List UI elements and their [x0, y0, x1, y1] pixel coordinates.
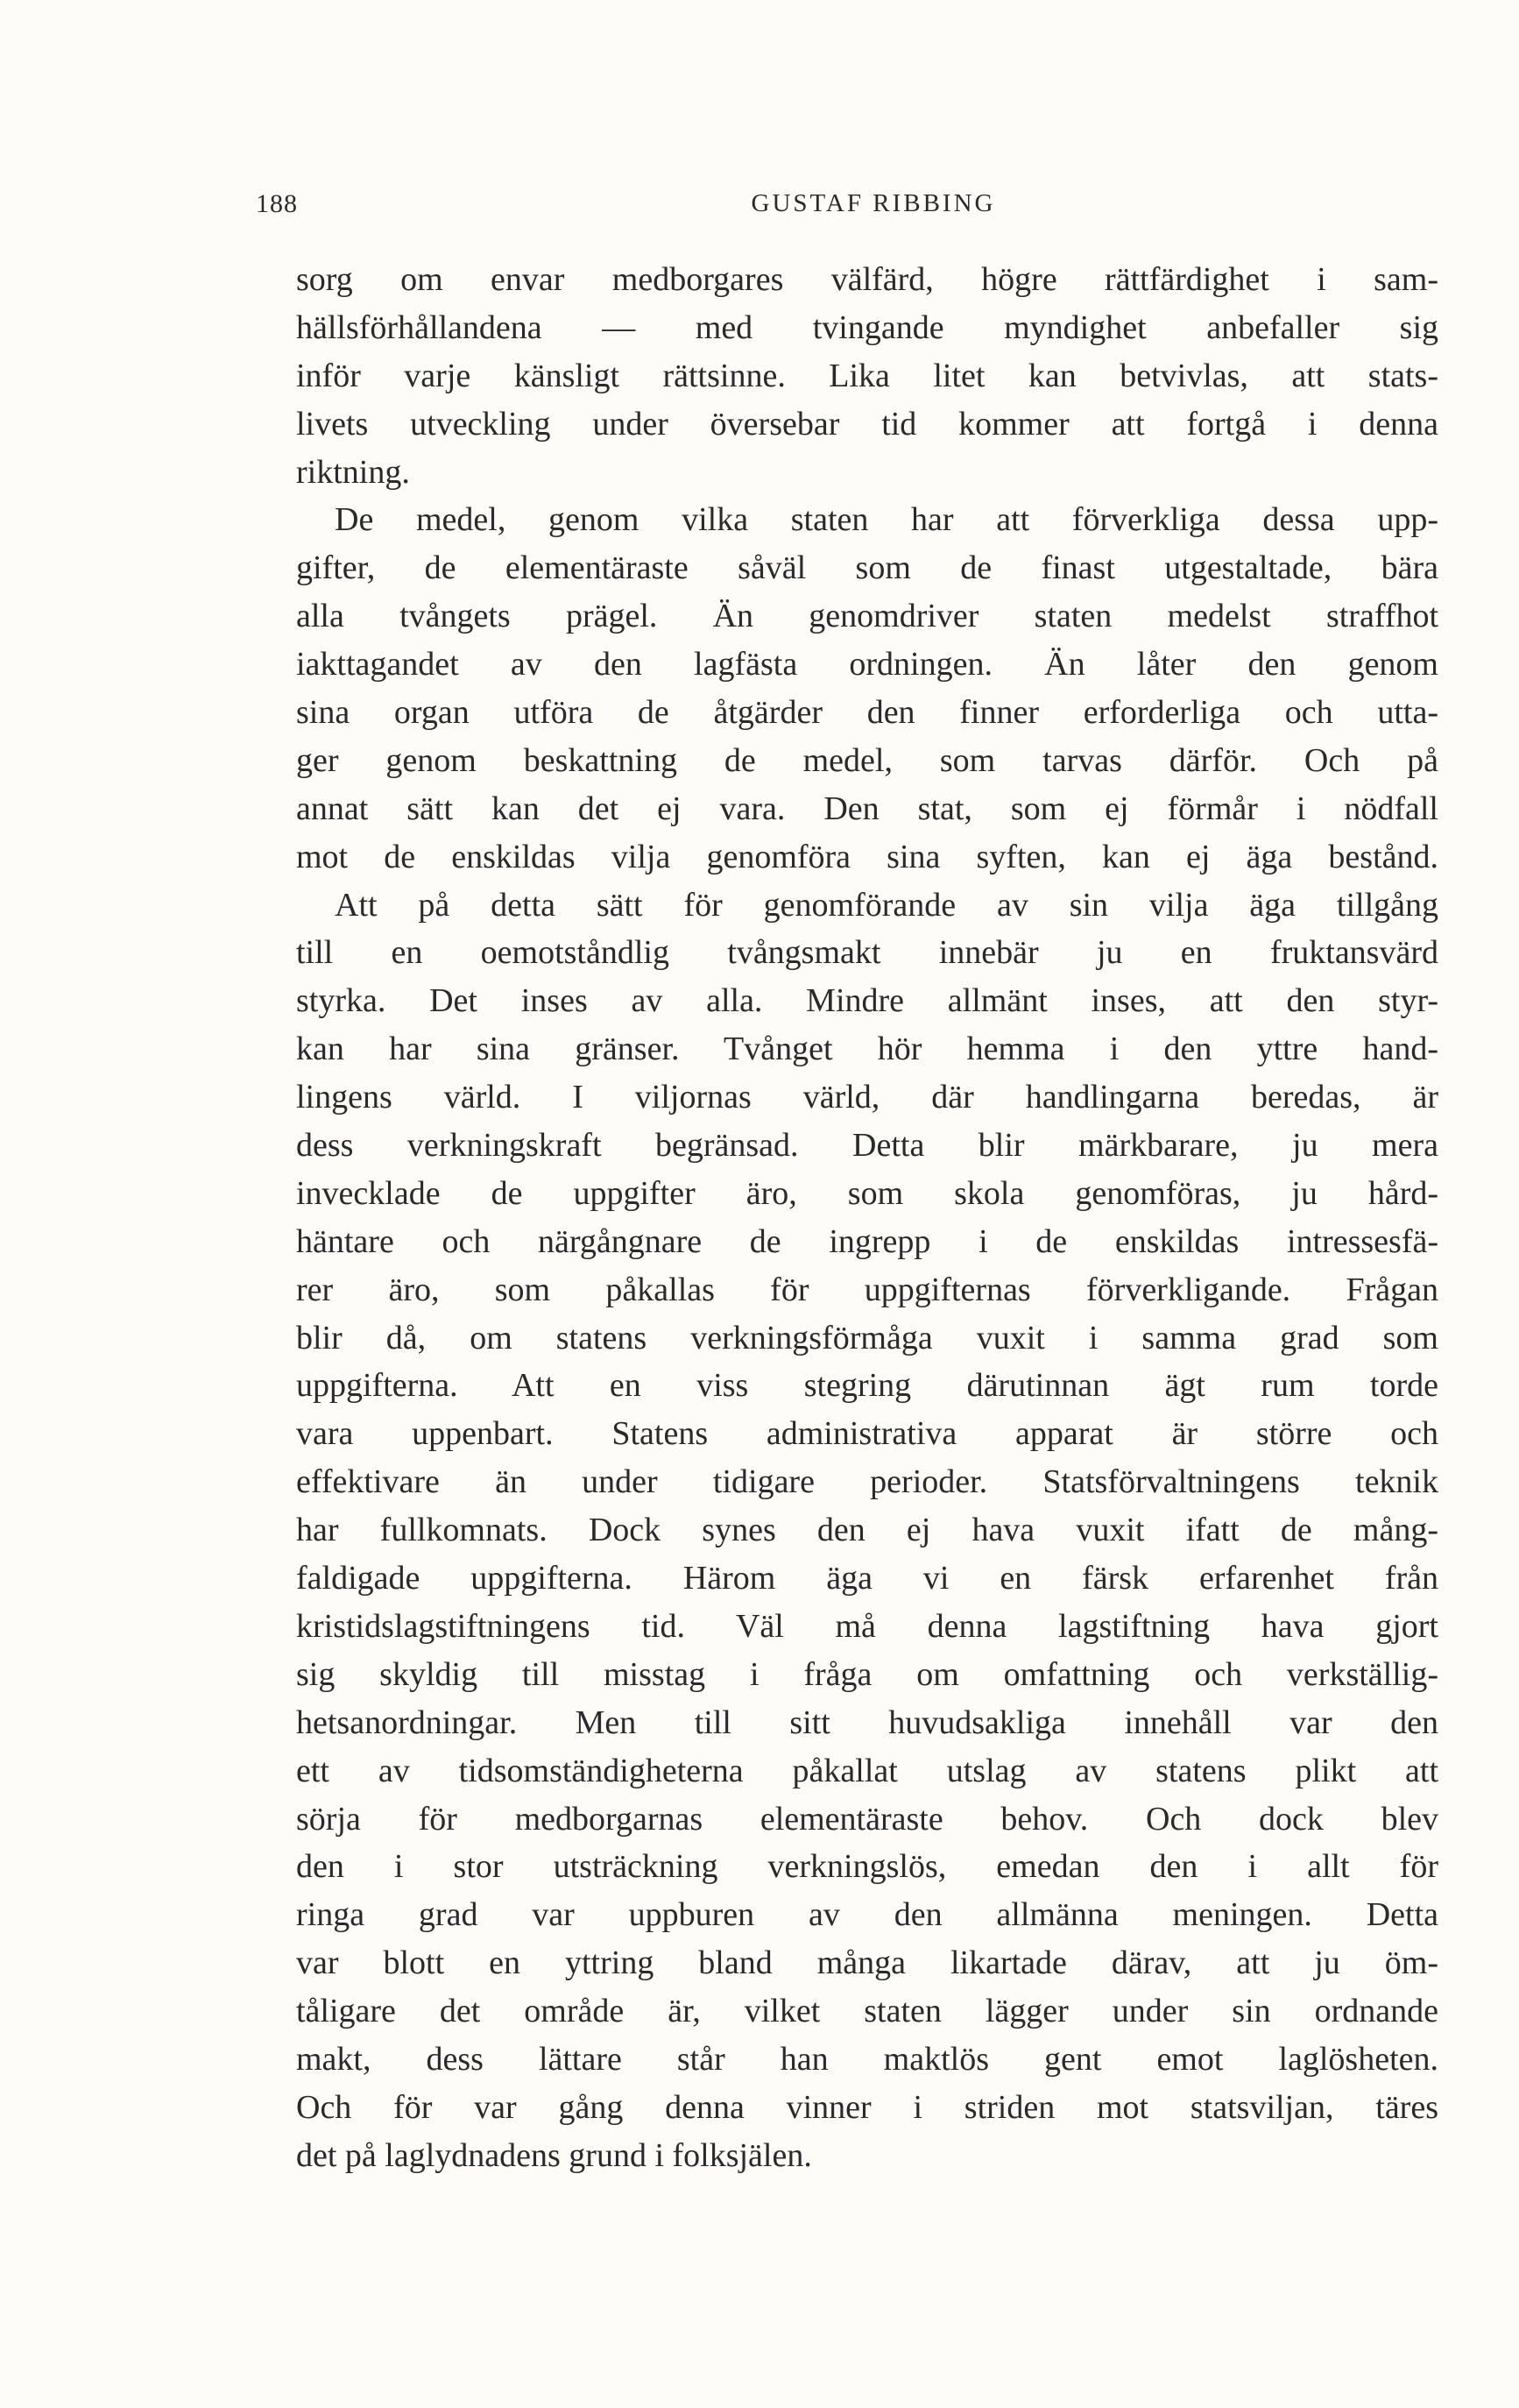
text-line: hetsanordningar. Men till sitt huvudsakliga innehåll var den — [296, 1703, 1438, 1741]
text-line: blir då, om statens verkningsförmåga vuxit i samma grad som — [296, 1319, 1438, 1356]
text-line: inför varje känsligt rättsinne. Lika litet kan betvivlas, att stats- — [296, 357, 1438, 394]
text-line: var blott en yttring bland många likartade därav, att ju öm- — [296, 1944, 1438, 1982]
running-head: GUSTAF RIBBING — [751, 189, 996, 217]
text-line: ett av tidsomständigheterna påkallat utslag av statens plikt att — [296, 1752, 1438, 1789]
text-line: hällsförhållandena — med tvingande myndighet anbefaller sig — [296, 308, 1438, 346]
text-line: iakttagandet av den lagfästa ordningen. Än låter den genom — [296, 646, 1438, 683]
text-line: styrka. Det inses av alla. Mindre allmänt inses, att den styr- — [296, 982, 1438, 1020]
text-line: annat sätt kan det ej vara. Den stat, som ej förmår i nödfall — [296, 790, 1438, 827]
text-line: ger genom beskattning de medel, som tarvas därför. Och på — [296, 741, 1438, 779]
page-header — [256, 189, 1438, 233]
text-line: dess verkningskraft begränsad. Detta blir märkbarare, ju mera — [296, 1127, 1438, 1165]
text-line: vara uppenbart. Statens administrativa apparat är större och — [296, 1415, 1438, 1453]
body-text — [296, 256, 1438, 2180]
text-line: riktning. — [296, 453, 410, 491]
text-line: den i stor utsträckning verkningslös, emedan den i allt för — [296, 1848, 1438, 1886]
text-line: alla tvångets prägel. Än genomdriver staten medelst straffhot — [296, 598, 1438, 635]
text-line: sörja för medborgarnas elementäraste behov. Och dock blev — [296, 1800, 1438, 1838]
text-line: invecklade de uppgifter äro, som skola genomföras, ju hård- — [296, 1174, 1438, 1212]
text-line: sorg om envar medborgares välfärd, högre rättfärdighet i sam- — [296, 261, 1438, 298]
text-line: tåligare det område är, vilket staten lägger under sin ordnande — [296, 1993, 1438, 2030]
text-line: sig skyldig till misstag i fråga om omfattning och verkställig- — [296, 1655, 1438, 1693]
text-line: effektivare än under tidigare perioder. Statsförvaltningens teknik — [296, 1463, 1438, 1501]
text-line: till en oemotståndlig tvångsmakt innebär ju en fruktansvärd — [296, 934, 1438, 972]
text-line: lingens värld. I viljornas värld, där handlingarna beredas, är — [296, 1079, 1438, 1116]
text-line: har fullkomnats. Dock synes den ej hava vuxit ifatt de mång- — [296, 1512, 1438, 1549]
text-line: sina organ utföra de åtgärder den finner erforderliga och utta- — [296, 694, 1438, 732]
text-line: uppgifterna. Att en viss stegring därutinnan ägt rum torde — [296, 1367, 1438, 1405]
text-line: faldigade uppgifterna. Härom äga vi en färsk erfarenhet från — [296, 1560, 1438, 1597]
text-line: ringa grad var uppburen av den allmänna meningen. Detta — [296, 1896, 1438, 1934]
text-line: De medel, genom vilka staten har att förverkliga dessa upp- — [335, 501, 1438, 539]
text-line: makt, dess lättare står han maktlös gent emot laglösheten. — [296, 2040, 1438, 2078]
text-line: det på laglydnadens grund i folksjälen. — [296, 2136, 812, 2174]
text-line: kristidslagstiftningens tid. Väl må denna lagstiftning hava gjort — [296, 1607, 1438, 1645]
text-line: mot de enskildas vilja genomföra sina syften, kan ej äga bestånd. — [296, 838, 1438, 875]
text-line: Och för var gång denna vinner i striden mot statsviljan, täres — [296, 2088, 1438, 2126]
text-line: häntare och närgångnare de ingrepp i de enskildas intressesfä- — [296, 1222, 1438, 1260]
text-line: Att på detta sätt för genomförande av sin vilja äga tillgång — [335, 886, 1438, 924]
text-line: rer äro, som påkallas för uppgifternas förverkligande. Frågan — [296, 1271, 1438, 1308]
text-line: kan har sina gränser. Tvånget hör hemma i den yttre hand- — [296, 1030, 1438, 1068]
text-line: livets utveckling under översebar tid kommer att fortgå i denna — [296, 405, 1438, 443]
text-line: gifter, de elementäraste såväl som de finast utgestaltade, bära — [296, 549, 1438, 587]
page-number: 188 — [256, 189, 298, 218]
